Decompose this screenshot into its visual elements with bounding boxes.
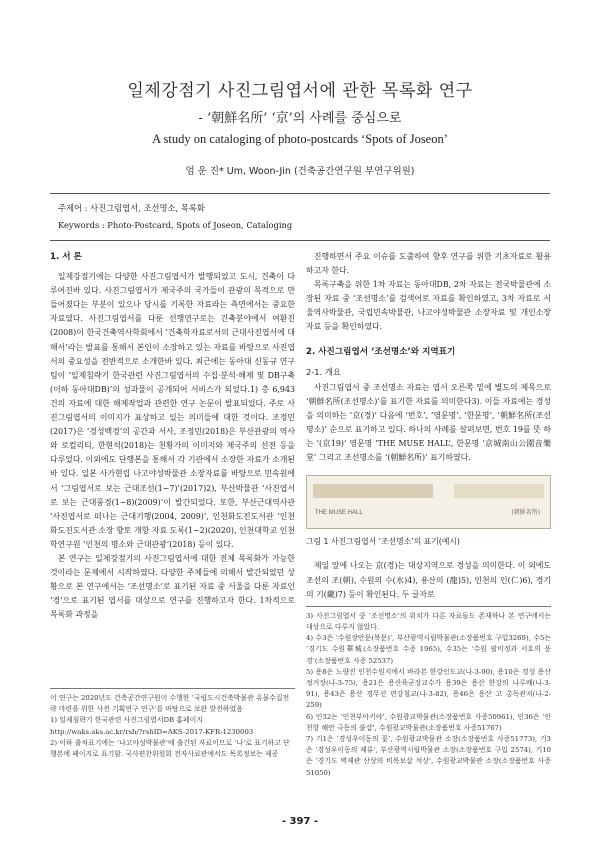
keywords-box xyxy=(50,193,550,241)
keywords-korean: 주제어 : 사진그림엽서, 조선명소, 목록화 xyxy=(58,203,205,213)
paper-title-korean: 일제강점기 사진그림엽서에 관한 목록화 연구 xyxy=(127,81,473,101)
footnote: 1) 일제침략기 한국관련 사진그림엽서DB 홈페이지 xyxy=(50,716,203,725)
footnote: 3) 사진그림엽서 중 ‘조선명소’의 위치가 다른 자료들도 존재하나 본 연구에서는 대상으로 다루지 않았다. xyxy=(306,611,551,631)
keywords-english: Keywords : Photo-Postcard, Spots of Joseon, Cataloging xyxy=(58,220,293,230)
left-column xyxy=(50,250,295,622)
footnotes-left xyxy=(50,688,295,760)
paper-title-english: A study on cataloging of photo-postcards ‘Spots of Joseon’ xyxy=(152,132,448,146)
footnote: 6) 인32는 ‘인천부아키야’, 수원광교박물관(소장품번호 사증50961), 인36은 ‘인천항 해안 극동의 풀샵’, 수원광교박물관(소장품번호 사증51767) xyxy=(306,712,551,732)
page-number: - 397 - xyxy=(281,816,319,827)
section-heading-2: 2. 사진그림엽서 ‘조선명소’와 지역표기 xyxy=(306,346,456,357)
postcard-title-strip xyxy=(313,484,433,498)
body-paragraph: 사진그림엽서 중 조선명소 자료는 엽서 오른쪽 밑에 별도의 제목으로 ‘朝鮮名所(조선명소)’를 표기한 자료를 의미한다3). 이들 자료에는 경성을 의미하는 ‘京(경)’ 다음에 ‘번호’, ‘영문명’, ‘한문명’, ‘朝鮮名所(조선명소)’ 순으로 표기하고 있다. 하나의 사례를 살펴보면, 번호 19를 뜻 하는 ‘(京19)’ 영문명 ‘THE MUSE HALL’, 한문명 ‘京城南山公園音樂堂’ 그리고 조선명소를 ‘(朝鮮名所)’ 표기하였다. xyxy=(306,382,551,463)
postcard-label-strip xyxy=(454,484,544,498)
paper-subtitle-korean: - ‘朝鮮名所’ ‘京’의 사례를 중심으로 xyxy=(198,111,402,126)
footnote: 4) 수3은 ‘수원장안문(북문)’, 부산광역시립박물관(소장품번호 구입3269), 수5는 ‘경기도 수원華城(소장품번호 수증 1965), 수35는 ‘수원 팔미정과 서호의 풍경’(소장품번호 사증 52537) xyxy=(306,634,551,665)
body-paragraph: 본 연구는 일제강점기의 사진그림엽서에 대한 전체 목록화가 가능한 것이라는 문제에서 시작하였다. 다양한 주체들에 의해서 발간되었던 상황으로 본 연구에서는 ‘조선명소’로 표기된 자료 중 서울을 다룬 자료인 ‘경’으로 표기된 엽서를 대상으로 연구를 진행하고자 한다. 1차적으로 목록화 과정을 xyxy=(50,553,295,620)
postcard-english-label: THE MUSE HALL xyxy=(315,510,363,517)
subsection-heading: 2-1. 개요 xyxy=(306,366,341,377)
body-paragraph: 일제강점기에는 다양한 사진그림엽서가 발행되었고 도시, 건축이 다루어진바 있다. 사진그림엽서가 제국주의 국가들이 관광의 목적으로 만들어졌다는 부분이 있으나 당시를 기록한 자료라는 측면에서는 중요한 자료였다. 사진그림엽서를 다룬 선행연구로는 건축분야에서 여환진(2008)이 한국건축역사학회에서 ‘건축학자료로서의 근대사진엽서에 대해서’라는 발표를 통해서 본인이 소장하고 있는 자료를 바탕으로 사진엽서의 중요성을 전반적으로 소개한바 있다. 최근에는 동아대 신동규 연구팀이 ‘일제침략기 한국관련 사진그림엽서의 수집·분석·해제 및 DB구축(이하 동아대DB)’의 성과물이 공개되어 서비스가 되었다.1) 총 6,943건의 자료에 대한 해제작업과 관련한 연구 논문이 발표되었다. 주로 사진그림엽서의 이미지가 표상하고 있는 의미들에 대한 것이다. 조정민(2017)은 ‘경성백경’의 공간과 서사, 조정민(2018)은 부산관광의 역사와 로컬리티, 한현석(2018)는 천황가의 이미지와 제국주의 선전 등을 다루었다. 이외에도 단행본을 통해서 각 기관에서 소장한 자료가 소개된바 있다. 일본 사가현립 나고야성박물관 소장자료를 바탕으로 민속원에서 ‘그림엽서로 보는 근대조선(1~7)’(2017)2), 부산박물관 ‘사진엽서로 보는 근대풍경(1~8)(2009)’이 발간되었다. 또한, 부산근대역사관 ‘사진엽서로 떠나는 근대기행(2004, 2009)’, 인천화도진도서관 ‘인천화도진도서관 소장 향토 개항 자료 도록(1~2)(2020), 인천대학교 인천학연구원 ‘인천의 명소와 근대관광’(2018) 등이 있다. xyxy=(50,272,295,549)
author-line: 엄 운 진* Um, Woon-Jin (건축공간연구원 부연구위원) xyxy=(185,166,415,177)
postcard-spots-label: (朝鮮名所) xyxy=(511,509,540,517)
footnotes-right xyxy=(306,606,551,779)
body-paragraph: 목록구축을 위한 1차 자료는 동아대DB, 2차 자료는 전국박물관에 소장된 자료 중 ‘조선명소’를 검색어로 자료를 확인하였고, 3차 자료로 서울역사박물관, 국립민속박물관, 나고야성박물관 소장자료 및 개인소장 자료 등을 확인하였다. xyxy=(306,280,551,332)
footnote: 2) 이하 출처표기에는 ‘나고야성박물관’에 출간된 자료이므로 ‘나’로 표기하고 단행본에 페이지로 표기함. 국사편찬위원회 전자사료관에서도 목록정보는 제공 xyxy=(50,738,290,759)
footnote-url: http://waks.aks.ac.kr/rsh/?rshID=AKS-2017-KFR-1230003 xyxy=(50,727,254,736)
body-paragraph: 제일 앞에 나오는 京(경)는 대상지역으로 경성을 의미한다. 이 외에도 조선의 조(朝), 수원의 수(水)4), 용산의 (龍)5), 인천의 인(仁)6), 경기의 기(畿)7) 등이 확인된다. 두 글자로 xyxy=(306,561,551,599)
right-column xyxy=(306,250,551,779)
footnote: 5) 용8은 노량진 인천수원지에서 바라본 한강인도교(나-3-90), 용10은 경성 용산정거장(나-3-75), 용21은 용산육군장교수가 용39은 용산 한강의 나루배(나-3-91), 용43은 용산 경무선 편강철교(나-3-82), 용46은 용산 고 총독관저(나-2-259) xyxy=(306,667,551,710)
figure-caption: 그림 1 사진그림엽서 ‘조선명소’의 표기(예시) xyxy=(306,537,460,547)
footnote: 이 연구는 2020년도 건축공간연구원이 수행한 ‘국립도시건축박물관 유물수집전략 마련을 위한 사전 기획연구 연구’를 바탕으로 보완 발전하였음 xyxy=(50,694,290,714)
section-heading-introduction: 1. 서 론 xyxy=(50,252,82,262)
body-paragraph: 진행하면서 주요 이슈를 도출하여 향후 연구를 위한 기초자료로 활용하고자 한다. xyxy=(306,252,551,276)
postcard-figure xyxy=(306,475,551,529)
footnote: 7) 기1은 ‘경성우이동의 꽃’, 수원광교박물관 소장(소장품번호 사증51773), 기3은 ‘경성우이동의 제류’, 부산광역시립박물관 소장(소장품번호 구입 2574), 기10은 ‘경기도 벽제관 산상의 비목보살 석상’, 수원광교박물관 소장(소장품번호 사증 51050) xyxy=(306,734,551,777)
title-block xyxy=(0,76,600,177)
